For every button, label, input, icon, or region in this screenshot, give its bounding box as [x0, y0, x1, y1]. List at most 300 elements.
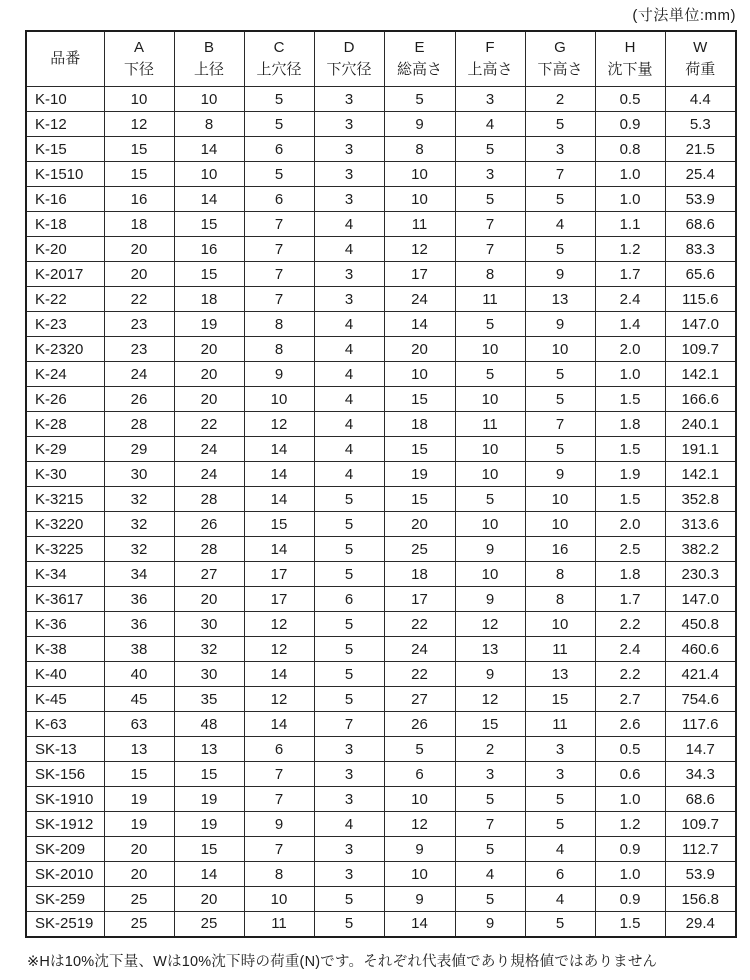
cell-value: 2.2 — [595, 662, 665, 687]
cell-value: 4 — [314, 337, 384, 362]
cell-value: 25 — [104, 912, 174, 937]
cell-value: 17 — [384, 587, 455, 612]
cell-value: 9 — [244, 812, 314, 837]
cell-part-number: SK-209 — [26, 837, 104, 862]
cell-part-number: K-34 — [26, 562, 104, 587]
cell-part-number: SK-259 — [26, 887, 104, 912]
cell-value: 0.9 — [595, 887, 665, 912]
cell-value: 1.7 — [595, 587, 665, 612]
cell-value: 10 — [244, 387, 314, 412]
table-row — [26, 612, 736, 637]
cell-value: 115.6 — [665, 287, 736, 312]
cell-value: 1.8 — [595, 412, 665, 437]
cell-part-number: K-45 — [26, 687, 104, 712]
cell-value: 142.1 — [665, 362, 736, 387]
cell-value: 15 — [174, 212, 244, 237]
cell-value: 8 — [384, 137, 455, 162]
cell-value: 22 — [174, 412, 244, 437]
cell-value: 14 — [384, 912, 455, 937]
table-row — [26, 712, 736, 737]
cell-value: 1.0 — [595, 162, 665, 187]
cell-value: 5 — [314, 537, 384, 562]
table-row — [26, 162, 736, 187]
cell-value: 421.4 — [665, 662, 736, 687]
header-label: 上高さ — [467, 61, 513, 78]
cell-value: 2.4 — [595, 287, 665, 312]
cell-value: 10 — [104, 87, 174, 112]
header-label: 上穴径 — [256, 61, 302, 78]
cell-value: 4 — [314, 412, 384, 437]
cell-value: 5 — [384, 737, 455, 762]
cell-value: 21.5 — [665, 137, 736, 162]
header-cell-b — [174, 31, 244, 87]
table-row — [26, 287, 736, 312]
spec-table — [25, 30, 737, 938]
cell-value: 40 — [104, 662, 174, 687]
cell-value: 25.4 — [665, 162, 736, 187]
cell-value: 9 — [384, 887, 455, 912]
cell-value: 24 — [384, 287, 455, 312]
cell-value: 68.6 — [665, 787, 736, 812]
table-row — [26, 362, 736, 387]
cell-value: 17 — [244, 587, 314, 612]
table-row — [26, 787, 736, 812]
cell-value: 3 — [314, 87, 384, 112]
cell-value: 10 — [525, 612, 595, 637]
cell-value: 9 — [384, 837, 455, 862]
cell-part-number: K-18 — [26, 212, 104, 237]
cell-value: 5 — [455, 187, 525, 212]
cell-value: 7 — [244, 212, 314, 237]
cell-part-number: K-29 — [26, 437, 104, 462]
cell-part-number: SK-2010 — [26, 862, 104, 887]
cell-value: 7 — [455, 212, 525, 237]
cell-value: 53.9 — [665, 862, 736, 887]
cell-value: 3 — [314, 862, 384, 887]
cell-value: 5 — [525, 187, 595, 212]
cell-value: 1.4 — [595, 312, 665, 337]
cell-value: 7 — [244, 787, 314, 812]
cell-value: 14.7 — [665, 737, 736, 762]
header-letter: B — [203, 39, 214, 57]
header-cell-a — [104, 31, 174, 87]
cell-value: 8 — [244, 312, 314, 337]
cell-value: 27 — [384, 687, 455, 712]
cell-part-number: K-26 — [26, 387, 104, 412]
cell-value: 1.5 — [595, 912, 665, 937]
cell-value: 3 — [314, 287, 384, 312]
cell-value: 117.6 — [665, 712, 736, 737]
cell-value: 5 — [525, 237, 595, 262]
cell-value: 3 — [314, 737, 384, 762]
cell-value: 5 — [314, 637, 384, 662]
cell-value: 9 — [244, 362, 314, 387]
cell-value: 5 — [244, 112, 314, 137]
cell-value: 1.0 — [595, 862, 665, 887]
cell-value: 19 — [384, 462, 455, 487]
cell-value: 20 — [104, 262, 174, 287]
cell-part-number: K-3220 — [26, 512, 104, 537]
header-letter: C — [273, 39, 285, 57]
cell-value: 156.8 — [665, 887, 736, 912]
cell-value: 2.7 — [595, 687, 665, 712]
cell-value: 7 — [455, 812, 525, 837]
table-row — [26, 662, 736, 687]
cell-value: 22 — [384, 612, 455, 637]
header-letter: E — [414, 39, 425, 57]
cell-value: 6 — [244, 187, 314, 212]
cell-value: 17 — [384, 262, 455, 287]
cell-value: 18 — [104, 212, 174, 237]
cell-value: 15 — [384, 487, 455, 512]
cell-value: 4 — [455, 112, 525, 137]
cell-value: 30 — [174, 612, 244, 637]
table-row — [26, 437, 736, 462]
cell-value: 48 — [174, 712, 244, 737]
cell-value: 16 — [525, 537, 595, 562]
cell-value: 5.3 — [665, 112, 736, 137]
cell-value: 11 — [455, 412, 525, 437]
cell-value: 18 — [174, 287, 244, 312]
cell-value: 5 — [525, 787, 595, 812]
cell-value: 1.5 — [595, 437, 665, 462]
cell-value: 11 — [525, 637, 595, 662]
cell-value: 28 — [174, 537, 244, 562]
cell-value: 5 — [455, 887, 525, 912]
cell-value: 10 — [525, 512, 595, 537]
cell-value: 1.0 — [595, 787, 665, 812]
cell-value: 12 — [244, 637, 314, 662]
cell-value: 352.8 — [665, 487, 736, 512]
cell-value: 10 — [455, 562, 525, 587]
header-label: 荷重 — [685, 61, 716, 78]
cell-part-number: K-36 — [26, 612, 104, 637]
cell-value: 1.5 — [595, 387, 665, 412]
cell-part-number: K-16 — [26, 187, 104, 212]
cell-value: 5 — [455, 487, 525, 512]
cell-value: 7 — [244, 287, 314, 312]
cell-value: 3 — [314, 137, 384, 162]
cell-value: 3 — [455, 87, 525, 112]
cell-value: 28 — [104, 412, 174, 437]
header-cell-g — [525, 31, 595, 87]
cell-value: 68.6 — [665, 212, 736, 237]
cell-value: 10 — [244, 887, 314, 912]
header-cell-d — [314, 31, 384, 87]
cell-value: 3 — [314, 162, 384, 187]
cell-value: 22 — [104, 287, 174, 312]
header-cell-h — [595, 31, 665, 87]
cell-value: 20 — [104, 837, 174, 862]
cell-value: 10 — [455, 462, 525, 487]
cell-value: 230.3 — [665, 562, 736, 587]
cell-value: 8 — [525, 587, 595, 612]
cell-value: 6 — [525, 862, 595, 887]
cell-value: 24 — [384, 637, 455, 662]
header-label: 下高さ — [537, 61, 583, 78]
header-label: 沈下量 — [607, 61, 653, 78]
cell-value: 2.6 — [595, 712, 665, 737]
cell-value: 8 — [244, 862, 314, 887]
cell-value: 24 — [174, 462, 244, 487]
cell-value: 45 — [104, 687, 174, 712]
cell-value: 4 — [314, 437, 384, 462]
cell-value: 18 — [384, 562, 455, 587]
cell-value: 30 — [174, 662, 244, 687]
header-label: 下穴径 — [326, 61, 372, 78]
cell-value: 32 — [174, 637, 244, 662]
cell-value: 36 — [104, 612, 174, 637]
cell-value: 5 — [525, 812, 595, 837]
cell-part-number: K-23 — [26, 312, 104, 337]
cell-value: 4 — [314, 212, 384, 237]
cell-value: 10 — [455, 512, 525, 537]
cell-value: 5 — [314, 887, 384, 912]
cell-value: 1.8 — [595, 562, 665, 587]
cell-value: 0.5 — [595, 87, 665, 112]
cell-value: 53.9 — [665, 187, 736, 212]
header-letter: W — [693, 39, 708, 57]
cell-value: 19 — [104, 812, 174, 837]
cell-value: 20 — [384, 512, 455, 537]
table-row — [26, 462, 736, 487]
cell-value: 15 — [384, 437, 455, 462]
cell-value: 1.7 — [595, 262, 665, 287]
cell-value: 63 — [104, 712, 174, 737]
cell-value: 7 — [455, 237, 525, 262]
header-cell-f — [455, 31, 525, 87]
cell-value: 5 — [455, 137, 525, 162]
cell-value: 7 — [244, 237, 314, 262]
table-row — [26, 737, 736, 762]
table-row — [26, 512, 736, 537]
cell-part-number: K-38 — [26, 637, 104, 662]
cell-value: 2.0 — [595, 512, 665, 537]
table-row — [26, 587, 736, 612]
cell-value: 83.3 — [665, 237, 736, 262]
cell-value: 3 — [314, 112, 384, 137]
cell-value: 6 — [384, 762, 455, 787]
cell-value: 5 — [384, 87, 455, 112]
cell-value: 5 — [244, 87, 314, 112]
cell-value: 4 — [314, 462, 384, 487]
cell-value: 11 — [455, 287, 525, 312]
cell-value: 32 — [104, 487, 174, 512]
header-letter: G — [554, 39, 566, 57]
cell-value: 14 — [174, 862, 244, 887]
cell-part-number: SK-156 — [26, 762, 104, 787]
cell-value: 166.6 — [665, 387, 736, 412]
cell-value: 1.2 — [595, 812, 665, 837]
header-cell-w — [665, 31, 736, 87]
cell-value: 9 — [455, 537, 525, 562]
cell-value: 5 — [525, 362, 595, 387]
cell-value: 25 — [174, 912, 244, 937]
cell-value: 9 — [384, 112, 455, 137]
cell-value: 32 — [104, 537, 174, 562]
cell-value: 10 — [384, 787, 455, 812]
cell-value: 147.0 — [665, 587, 736, 612]
cell-value: 3 — [455, 762, 525, 787]
cell-value: 0.8 — [595, 137, 665, 162]
cell-value: 8 — [244, 337, 314, 362]
cell-value: 10 — [384, 162, 455, 187]
cell-value: 14 — [244, 662, 314, 687]
table-row — [26, 137, 736, 162]
cell-part-number: K-28 — [26, 412, 104, 437]
cell-value: 10 — [455, 387, 525, 412]
cell-value: 142.1 — [665, 462, 736, 487]
cell-value: 2.5 — [595, 537, 665, 562]
table-row — [26, 262, 736, 287]
cell-value: 10 — [525, 337, 595, 362]
cell-value: 13 — [525, 662, 595, 687]
cell-value: 12 — [384, 812, 455, 837]
cell-value: 10 — [455, 337, 525, 362]
footer-note: ※Hは10%沈下量、Wは10%沈下時の荷重(N)です。それぞれ代表値であり規格値ではありません — [27, 954, 658, 970]
cell-value: 5 — [314, 612, 384, 637]
table-row — [26, 112, 736, 137]
cell-value: 3 — [314, 762, 384, 787]
cell-value: 15 — [104, 762, 174, 787]
cell-value: 20 — [174, 887, 244, 912]
cell-value: 109.7 — [665, 337, 736, 362]
cell-value: 14 — [244, 712, 314, 737]
cell-value: 29.4 — [665, 912, 736, 937]
cell-value: 20 — [174, 387, 244, 412]
cell-value: 0.6 — [595, 762, 665, 787]
cell-value: 3 — [525, 737, 595, 762]
cell-value: 9 — [525, 312, 595, 337]
cell-value: 2.4 — [595, 637, 665, 662]
cell-value: 3 — [455, 162, 525, 187]
cell-value: 14 — [244, 437, 314, 462]
cell-value: 0.9 — [595, 112, 665, 137]
cell-value: 15 — [455, 712, 525, 737]
cell-value: 15 — [244, 512, 314, 537]
cell-value: 4 — [314, 237, 384, 262]
cell-value: 11 — [244, 912, 314, 937]
cell-value: 10 — [384, 187, 455, 212]
cell-value: 4 — [525, 837, 595, 862]
header-label: 品番 — [50, 50, 81, 67]
cell-value: 6 — [314, 587, 384, 612]
header-cell-part-number — [26, 31, 104, 87]
cell-value: 13 — [455, 637, 525, 662]
cell-value: 460.6 — [665, 637, 736, 662]
cell-part-number: K-22 — [26, 287, 104, 312]
cell-value: 5 — [525, 387, 595, 412]
cell-value: 10 — [174, 162, 244, 187]
cell-value: 10 — [384, 862, 455, 887]
cell-value: 20 — [384, 337, 455, 362]
cell-part-number: K-3617 — [26, 587, 104, 612]
cell-value: 191.1 — [665, 437, 736, 462]
cell-value: 5 — [314, 687, 384, 712]
cell-value: 10 — [384, 362, 455, 387]
cell-value: 1.0 — [595, 187, 665, 212]
cell-value: 3 — [314, 837, 384, 862]
cell-value: 26 — [174, 512, 244, 537]
cell-value: 1.9 — [595, 462, 665, 487]
cell-value: 313.6 — [665, 512, 736, 537]
cell-value: 29 — [104, 437, 174, 462]
cell-value: 4 — [314, 812, 384, 837]
cell-part-number: K-1510 — [26, 162, 104, 187]
cell-value: 14 — [244, 487, 314, 512]
cell-value: 1.1 — [595, 212, 665, 237]
table-row — [26, 812, 736, 837]
cell-value: 14 — [244, 462, 314, 487]
cell-value: 10 — [174, 87, 244, 112]
table-row — [26, 637, 736, 662]
cell-value: 23 — [104, 337, 174, 362]
cell-value: 4 — [314, 387, 384, 412]
cell-value: 65.6 — [665, 262, 736, 287]
table-row — [26, 687, 736, 712]
cell-value: 11 — [384, 212, 455, 237]
table-row — [26, 537, 736, 562]
cell-value: 5 — [455, 362, 525, 387]
cell-part-number: K-15 — [26, 137, 104, 162]
cell-value: 4 — [525, 212, 595, 237]
cell-value: 3 — [525, 762, 595, 787]
cell-value: 13 — [525, 287, 595, 312]
cell-value: 109.7 — [665, 812, 736, 837]
table-row — [26, 412, 736, 437]
table-row — [26, 862, 736, 887]
table-header-row — [26, 31, 736, 87]
cell-value: 3 — [314, 787, 384, 812]
cell-part-number: K-10 — [26, 87, 104, 112]
cell-part-number: SK-2519 — [26, 912, 104, 937]
cell-value: 20 — [104, 862, 174, 887]
cell-value: 4 — [314, 312, 384, 337]
table-row — [26, 212, 736, 237]
cell-value: 28 — [174, 487, 244, 512]
cell-value: 1.5 — [595, 487, 665, 512]
cell-part-number: K-12 — [26, 112, 104, 137]
cell-value: 14 — [174, 187, 244, 212]
cell-part-number: K-40 — [26, 662, 104, 687]
cell-value: 11 — [525, 712, 595, 737]
cell-part-number: SK-13 — [26, 737, 104, 762]
cell-value: 26 — [384, 712, 455, 737]
cell-value: 12 — [244, 612, 314, 637]
cell-part-number: SK-1910 — [26, 787, 104, 812]
cell-value: 6 — [244, 737, 314, 762]
cell-value: 5 — [455, 787, 525, 812]
header-cell-e — [384, 31, 455, 87]
cell-value: 382.2 — [665, 537, 736, 562]
cell-value: 3 — [314, 262, 384, 287]
cell-value: 34 — [104, 562, 174, 587]
cell-value: 32 — [104, 512, 174, 537]
cell-value: 30 — [104, 462, 174, 487]
cell-part-number: K-2320 — [26, 337, 104, 362]
cell-value: 12 — [384, 237, 455, 262]
cell-part-number: K-3215 — [26, 487, 104, 512]
cell-value: 754.6 — [665, 687, 736, 712]
cell-value: 4 — [525, 887, 595, 912]
cell-value: 9 — [525, 262, 595, 287]
cell-value: 13 — [174, 737, 244, 762]
cell-value: 24 — [104, 362, 174, 387]
cell-value: 15 — [174, 837, 244, 862]
cell-value: 5 — [244, 162, 314, 187]
header-letter: A — [133, 39, 144, 57]
table-row — [26, 337, 736, 362]
